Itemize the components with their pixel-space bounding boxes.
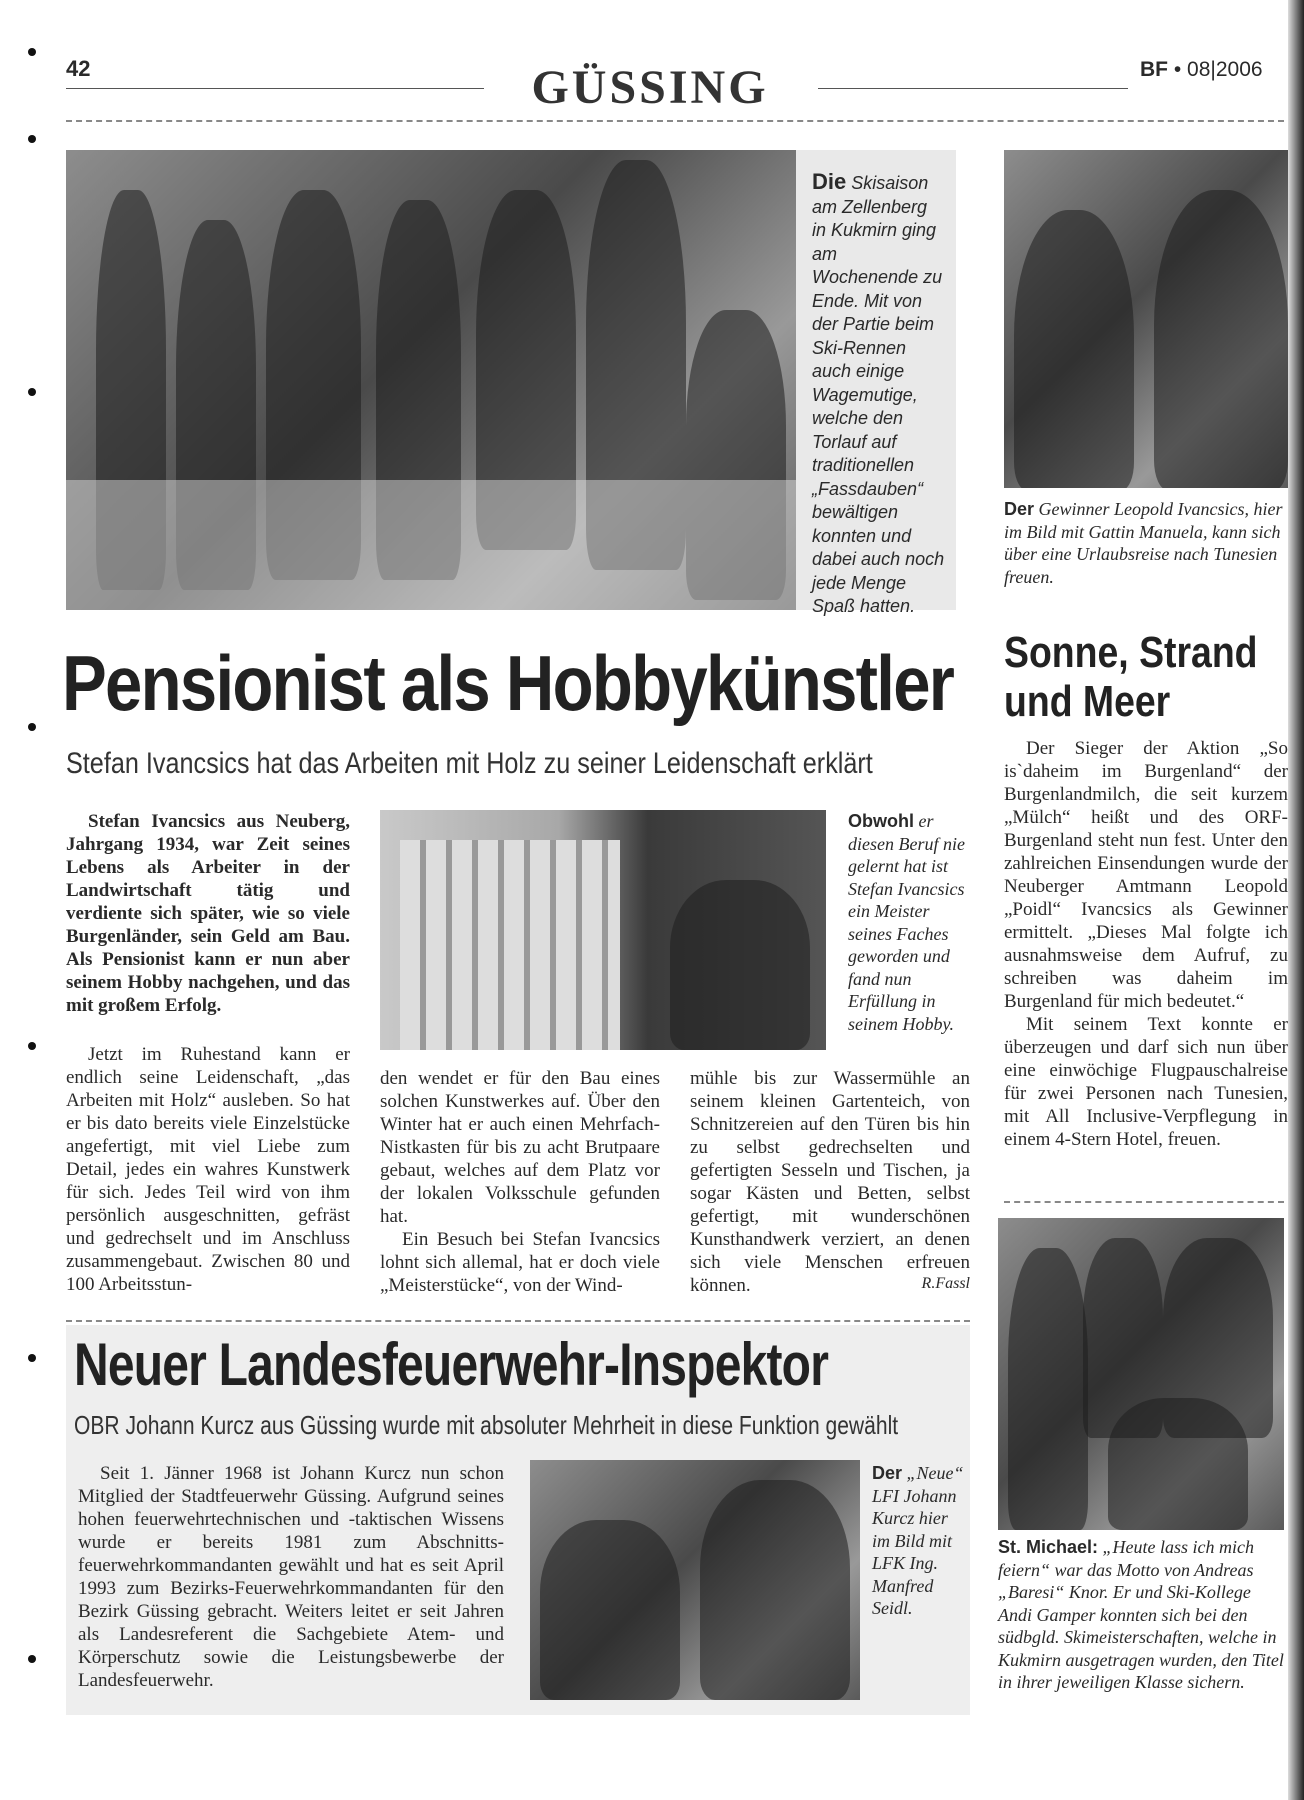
fire-caption-lead: Der	[872, 1463, 903, 1483]
hobby-headline: Pensionist als Hobbykünstler	[62, 639, 954, 727]
fire-caption	[872, 1462, 964, 1620]
fire-subheadline: OBR Johann Kurcz aus Güssing wurde mit absoluter Mehrheit in diese Funktion gewählt	[74, 1410, 899, 1440]
sun-p1: Der Sieger der Aktion „So is`daheim im Burgenland“ der Burgenlandmilch, die seit kurzem „Mülch“ heißt und des ORF-Burgenland steht nun fest. Unter den zahlreichen Einsendungen wurde der Neuberger Amtmann Leopold „Poidl“ Ivancsics als Gewinner ermittelt. „Dieses Mal folgte ich ausnahmsweise dem Aufruf, zu schreiben was daheim im Burgenland für mich bedeutet.“	[1004, 738, 1288, 1012]
bullet: •	[1173, 58, 1182, 81]
scan-edge	[1288, 0, 1304, 1800]
stmichael-caption-text: „Heute lass ich mich feiern“ war das Motto von Andreas „Baresi“ Knor. Er und Ski-Kollege Andi Gamper konnten sich bei den südbgld. Skimeisterschaften, welche in Kukmirn ausgetragen wurden, den Titel in ihrer jeweiligen Klasse sichern.	[998, 1537, 1284, 1692]
issue-month: 08	[1187, 58, 1211, 81]
binder-hole	[28, 1042, 36, 1050]
issue-info	[1140, 58, 1263, 82]
sun-p2: Mit seinem Text konnte er überzeugen und darf sich nun über eine einwöchige Flugpauschalreise für zwei Personen nach Tunesien, mit All Inclusive-Verpflegung in einem 4-Stern Hotel, freuen.	[1004, 1014, 1288, 1150]
winner-caption	[1004, 498, 1288, 588]
separator: |	[1210, 58, 1216, 81]
skiers-caption	[796, 150, 956, 619]
binder-hole	[28, 388, 36, 396]
sun-body	[1004, 737, 1288, 1151]
hobby-author: R.Fassl	[921, 1275, 970, 1292]
binder-hole	[28, 1354, 36, 1362]
fire-headline: Neuer Landesfeuerwehr-Inspektor	[74, 1331, 829, 1398]
section-title: GÜSSING	[531, 61, 769, 114]
header-rule-left	[66, 88, 484, 89]
hobby-col2-p1: den wendet er für den Bau eines solchen Kunstwerkes auf. Über den Winter hat er auch einen Mehrfach-Nistkasten für bis zu acht Brutpaare gebaut, welches auf dem Platz vor der lokalen Volksschule gefunden hat.	[380, 1068, 660, 1227]
winner-caption-lead: Der	[1004, 499, 1035, 519]
hobby-col1: Jetzt im Ruhestand kann er endlich seine Leidenschaft, „das Arbeiten mit Holz“ ausleben. So hat er bis dato bereits viele Einzelstücke angefertigt, mit viel Liebe zum Detail, jedes ein wahres Kunstwerk für sich. Jedes Teil wird von ihm persönlich ausgeschnitten, gefräst und gedrechselt und im Anschluss zusammengebaut. Zwischen 80 und 100 Arbeitsstun-	[66, 1044, 350, 1295]
photo-stmichael	[998, 1218, 1284, 1530]
hobby-col2-p2: Ein Besuch bei Stefan Ivancsics lohnt sich allemal, hat er doch viele „Meisterstücke“, von der Wind-	[380, 1229, 660, 1296]
sun-headline	[1004, 628, 1258, 726]
fire-divider	[66, 1320, 970, 1322]
photo-skiers	[66, 150, 796, 610]
issue-year: 2006	[1215, 58, 1263, 81]
hobby-col2	[380, 1067, 660, 1297]
binder-hole	[28, 135, 36, 143]
stmichael-caption-lead: St. Michael:	[998, 1537, 1099, 1557]
sun-divider	[1004, 1201, 1284, 1203]
sun-headline-line1: Sonne, Strand	[1004, 628, 1258, 677]
binder-hole	[28, 723, 36, 731]
skiers-caption-box	[796, 150, 956, 616]
hobby-col3: mühle bis zur Wassermühle an seinem kleinen Gartenteich, von Schnitzereien auf den Türen bis hin zu selbst gedrechselten und gefertigten Sesseln und Tischen, ja sogar Kästen und Betten, selbst gefertigt, mit wunderschönen Kunsthandwerk verziert, an denen sich viele Menschen erfreuen können.	[690, 1068, 970, 1296]
binder-hole	[28, 1655, 36, 1663]
header-rule-right	[818, 88, 1128, 89]
skiers-caption-lead: Die	[812, 169, 847, 194]
winner-caption-text: Gewinner Leopold Ivancsics, hier im Bild mit Gattin Manuela, kann sich über eine Urlaubsreise nach Tunesien freuen.	[1004, 499, 1283, 587]
brand-label: BF	[1140, 58, 1168, 81]
photo-woodwork	[380, 810, 826, 1050]
stmichael-caption	[998, 1536, 1284, 1694]
woodwork-caption	[848, 810, 976, 1035]
fire-body: Seit 1. Jänner 1968 ist Johann Kurcz nun schon Mitglied der Stadtfeuerwehr Güssing. Aufgrund seines hohen feuerwehrtechnischen und -taktischen Wissens wurde er bereits 1981 zum Abschnitts-feuerwehrkommandanten gewählt und hat es seit April 1993 zum Bezirks-Feuerwehrkommandanten für den Bezirk Güssing gebracht. Weiters leitet er seit Jahren als Landesreferent die Sachgebiete Atem- und Körperschutz sowie die Leistungsbewerbe der Landesfeuerwehr.	[78, 1463, 504, 1691]
woodwork-caption-lead: Obwohl	[848, 811, 914, 831]
page-number: 42	[66, 56, 91, 81]
skiers-caption-text: Skisaison am Zellenberg in Kukmirn ging am Wochenende zu Ende. Mit von der Partie beim Ski-Rennen auch einige Wagemutige, welche den Torlauf auf traditionellen „Fassdauben“ bewältigen konnten und dabei auch noch jede Menge Spaß hatten.	[812, 173, 945, 616]
header-divider	[66, 120, 1284, 122]
photo-fire-officers	[530, 1460, 860, 1700]
binder-hole	[28, 48, 36, 56]
fire-caption-text: „Neue“ LFI Johann Kurcz hier im Bild mit LFK Ing. Manfred Seidl.	[872, 1463, 964, 1618]
hobby-subheadline: Stefan Ivancsics hat das Arbeiten mit Holz zu seiner Leidenschaft erklärt	[66, 747, 873, 780]
photo-winner	[1004, 150, 1288, 488]
woodwork-caption-text: er diesen Beruf nie gelernt hat ist Stefan Ivancsics ein Meister seines Faches geworden und fand nun Erfüllung in seinem Hobby.	[848, 811, 965, 1034]
hobby-lead: Stefan Ivancsics aus Neuberg, Jahrgang 1934, war Zeit seines Lebens als Arbeiter in der Landwirtschaft tätig und verdiente sich später, wie so viele Burgenländer, sein Geld am Bau. Als Pensionist kann er nun aber seinem Hobby nachgehen, und das mit großem Erfolg.	[66, 811, 350, 1016]
sun-headline-line2: und Meer	[1004, 677, 1171, 726]
